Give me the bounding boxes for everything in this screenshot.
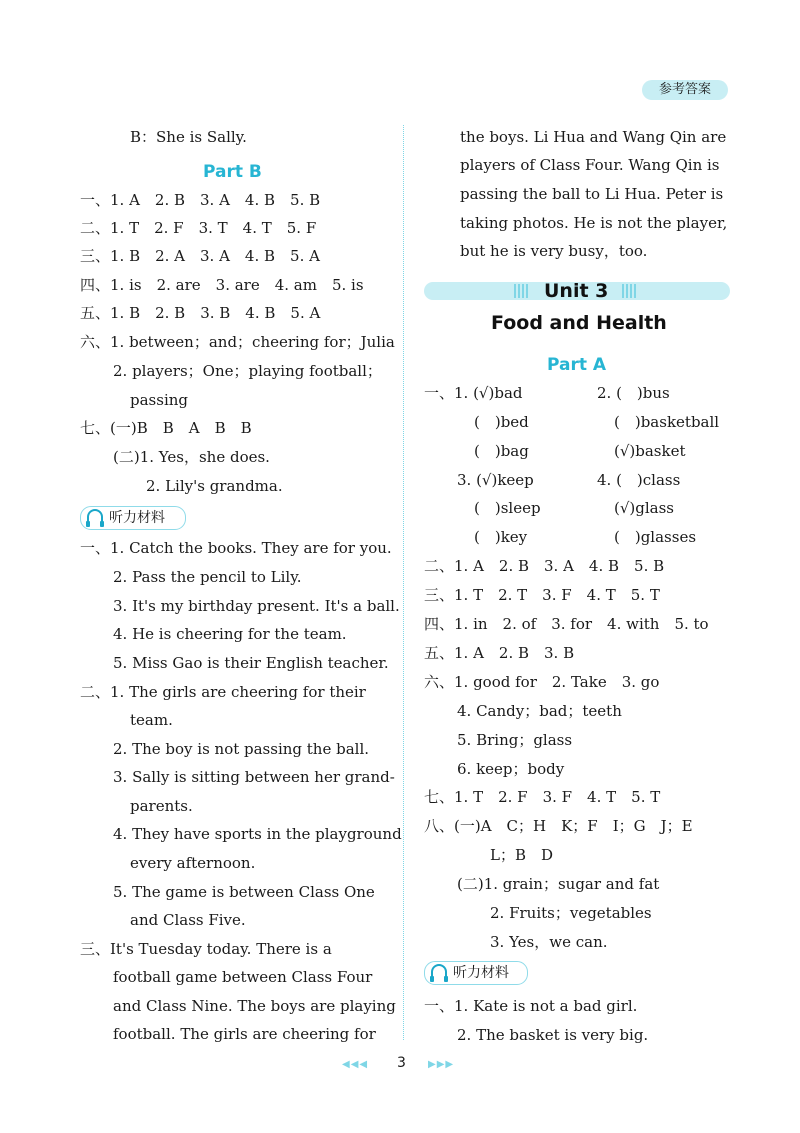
listening-line: football. The girls are cheering for bbox=[113, 1025, 376, 1043]
listening-label-text: 听力材料 bbox=[453, 965, 509, 981]
answer-line: passing bbox=[130, 391, 189, 409]
listening-line: 2. The basket is very big. bbox=[457, 1026, 649, 1044]
answer-line: 3. Yes，we can. bbox=[490, 933, 608, 951]
answer-line: ( )basketball bbox=[614, 413, 720, 431]
answer-line: 二、1. T 2. F 3. T 4. T 5. F bbox=[80, 219, 317, 237]
listening-line: 二、1. The girls are cheering for their bbox=[80, 683, 366, 701]
answer-line: 四、1. is 2. are 3. are 4. am 5. is bbox=[80, 276, 364, 294]
answer-line: 二、1. A 2. B 3. A 4. B 5. B bbox=[424, 557, 665, 575]
listening-line: 4. They have sports in the playground bbox=[113, 825, 402, 843]
answer-line: (二)1. Yes，she does. bbox=[113, 448, 270, 466]
listening-line: but he is very busy，too. bbox=[460, 242, 648, 260]
answer-line: 一、1. (√)bad bbox=[424, 384, 523, 402]
listening-label-text: 听力材料 bbox=[109, 510, 165, 526]
answer-line: 一、1. A 2. B 3. A 4. B 5. B bbox=[80, 191, 321, 209]
part-a-heading: Part A bbox=[547, 355, 607, 375]
answer-line: 五、1. A 2. B 3. B bbox=[424, 644, 575, 662]
answer-line: 八、(一)A C；H K；F I；G J；E bbox=[424, 817, 693, 835]
answer-line: 5. Bring；glass bbox=[457, 731, 573, 749]
banner-stripe bbox=[622, 284, 636, 298]
answer-line: ( )bag bbox=[474, 442, 529, 460]
listening-line: 一、1. Catch the books. They are for you. bbox=[80, 539, 392, 557]
listening-line: 一、1. Kate is not a bad girl. bbox=[424, 997, 638, 1015]
answer-line: 2. Lily's grandma. bbox=[146, 477, 283, 495]
answer-line: 七、1. T 2. F 3. F 4. T 5. T bbox=[424, 788, 661, 806]
listening-line: and Class Nine. The boys are playing bbox=[113, 997, 396, 1015]
column-divider bbox=[403, 125, 404, 1040]
answer-line: 2. Fruits；vegetables bbox=[490, 904, 652, 922]
unit-label: Unit 3 bbox=[544, 280, 609, 302]
listening-line: taking photos. He is not the player, bbox=[460, 214, 728, 232]
listening-line: 三、It's Tuesday today. There is a bbox=[80, 940, 332, 958]
answer-line: 3. (√)keep bbox=[457, 471, 534, 489]
answer-line: (二)1. grain；sugar and fat bbox=[457, 875, 660, 893]
listening-line: and Class Five. bbox=[130, 911, 246, 929]
left-arrows-icon: ◀◀◀ bbox=[342, 1059, 369, 1070]
listening-line: parents. bbox=[130, 797, 193, 815]
answer-line: 6. keep；body bbox=[457, 760, 565, 778]
answer-line: L；B D bbox=[490, 846, 554, 864]
listening-line: 3. Sally is sitting between her grand- bbox=[113, 768, 395, 786]
unit-title: Food and Health bbox=[491, 312, 667, 334]
listening-line: football game between Class Four bbox=[113, 968, 373, 986]
listening-line: passing the ball to Li Hua. Peter is bbox=[460, 185, 724, 203]
answer-line: 三、1. B 2. A 3. A 4. B 5. A bbox=[80, 247, 320, 265]
listening-line: 5. Miss Gao is their English teacher. bbox=[113, 654, 389, 672]
listening-material-label bbox=[80, 506, 186, 530]
answer-line: (√)basket bbox=[614, 442, 686, 460]
answer-line: 四、1. in 2. of 3. for 4. with 5. to bbox=[424, 615, 709, 633]
answer-line: ( )bed bbox=[474, 413, 529, 431]
page-number: 3 bbox=[397, 1055, 406, 1071]
answer-line: 七、(一)B B A B B bbox=[80, 419, 252, 437]
banner-stripe bbox=[514, 284, 528, 298]
listening-line: the boys. Li Hua and Wang Qin are bbox=[460, 128, 727, 146]
listening-line: every afternoon. bbox=[130, 854, 256, 872]
right-arrows-icon: ▶▶▶ bbox=[428, 1059, 455, 1070]
answer-line: ( )sleep bbox=[474, 499, 541, 517]
answer-line: 2. players；One；playing football； bbox=[113, 362, 382, 380]
part-b-heading: Part B bbox=[203, 162, 262, 182]
answer-line: 五、1. B 2. B 3. B 4. B 5. A bbox=[80, 304, 321, 322]
answer-line: 三、1. T 2. T 3. F 4. T 5. T bbox=[424, 586, 660, 604]
listening-line: 2. Pass the pencil to Lily. bbox=[113, 568, 302, 586]
answer-line: 4. ( )class bbox=[597, 471, 681, 489]
headphones-icon bbox=[87, 509, 103, 523]
listening-material-label bbox=[424, 961, 528, 985]
listening-line: 3. It's my birthday present. It's a ball. bbox=[113, 597, 400, 615]
listening-line: players of Class Four. Wang Qin is bbox=[460, 156, 720, 174]
dialogue-line: B：She is Sally. bbox=[130, 128, 247, 146]
answer-line: ( )key bbox=[474, 528, 528, 546]
answer-line: 2. ( )bus bbox=[597, 384, 670, 402]
answer-line: 六、1. between；and；cheering for；Julia bbox=[80, 333, 395, 351]
listening-line: 5. The game is between Class One bbox=[113, 883, 375, 901]
listening-line: team. bbox=[130, 711, 173, 729]
listening-line: 4. He is cheering for the team. bbox=[113, 625, 347, 643]
answer-line: 六、1. good for 2. Take 3. go bbox=[424, 673, 660, 691]
answer-key-badge: 参考答案 bbox=[642, 80, 728, 100]
answer-line: (√)glass bbox=[614, 499, 674, 517]
listening-line: 2. The boy is not passing the ball. bbox=[113, 740, 370, 758]
headphones-icon bbox=[431, 964, 447, 978]
answer-line: 4. Candy；bad；teeth bbox=[457, 702, 622, 720]
answer-line: ( )glasses bbox=[614, 528, 697, 546]
